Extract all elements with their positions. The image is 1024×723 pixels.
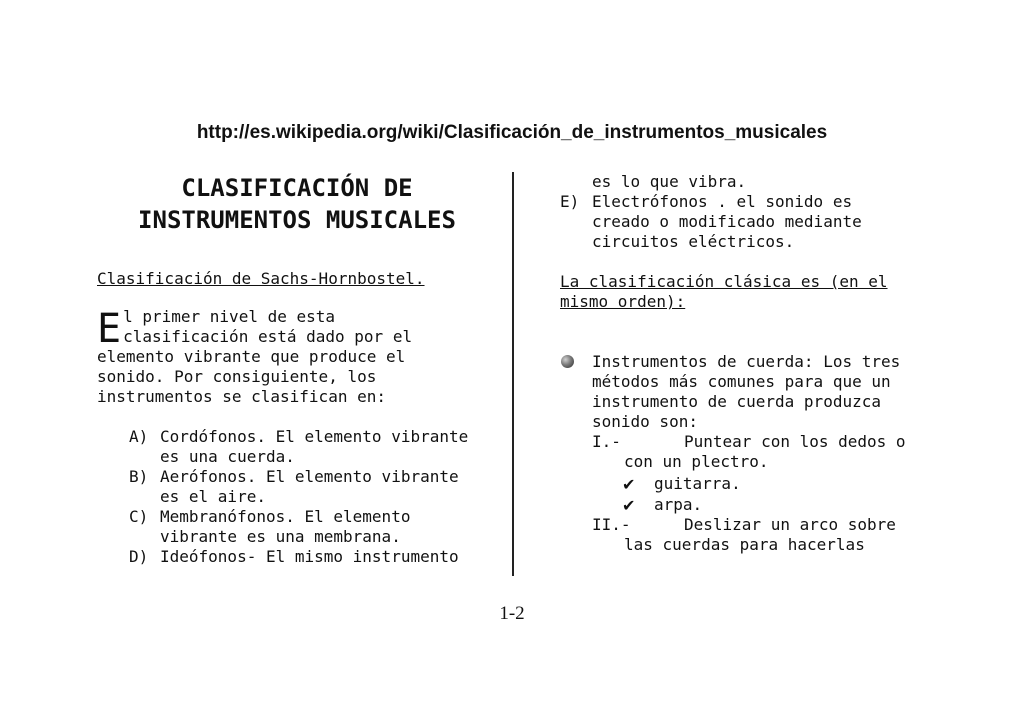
- checkmark-icon: ✔: [622, 496, 636, 515]
- list-marker: E): [560, 192, 580, 211]
- sub-item: [592, 432, 960, 452]
- intro-line: instrumentos se clasifican en:: [97, 387, 386, 406]
- source-url: http://es.wikipedia.org/wiki/Clasificación_de_instrumentos_musicales: [196, 122, 828, 143]
- subheading-line: La clasificación clásica es (en el: [560, 272, 888, 291]
- checkmark-icon: ✔: [622, 475, 636, 494]
- bullet-line: métodos más comunes para que un: [592, 372, 891, 391]
- list-line: Aerófonos. El elemento vibrante: [160, 467, 459, 486]
- page-title: [97, 172, 497, 236]
- title-line-2: INSTRUMENTOS MUSICALES: [138, 206, 456, 234]
- list-item: [97, 427, 497, 467]
- list-line: Membranófonos. El elemento: [160, 507, 411, 526]
- check-item: [592, 495, 960, 515]
- list-marker: A): [129, 427, 149, 446]
- list-marker: B): [129, 467, 149, 486]
- page-number: 1-2: [499, 603, 525, 624]
- bullet-line: Instrumentos de cuerda: Los tres: [592, 352, 901, 371]
- list-item: [560, 192, 960, 252]
- intro-line: sonido. Por consiguiente, los: [97, 367, 377, 386]
- classification-list: [97, 427, 497, 567]
- list-line: circuitos eléctricos.: [592, 232, 795, 251]
- sub-item-number: II.-: [592, 515, 631, 534]
- subheading-line: mismo orden):: [560, 292, 686, 311]
- list-line: vibrante es una membrana.: [160, 527, 401, 546]
- list-line: creado o modificado mediante: [592, 212, 862, 231]
- intro-paragraph: [97, 307, 497, 407]
- intro-line: clasificación está dado por el: [123, 327, 413, 346]
- sub-item-text: Deslizar un arco sobre: [684, 515, 896, 534]
- list-item: [97, 547, 497, 567]
- intro-line: elemento vibrante que produce el: [97, 347, 406, 366]
- list-line: es una cuerda.: [160, 447, 295, 466]
- sub-item-number: I.-: [592, 432, 621, 451]
- list-marker: C): [129, 507, 149, 526]
- sphere-bullet-icon: [561, 355, 574, 368]
- section-subheading: Clasificación de Sachs-Hornbostel.: [97, 269, 425, 288]
- left-column: [97, 172, 497, 567]
- sub-item-continuation: con un plectro.: [624, 452, 769, 471]
- list-line: Electrófonos . el sonido es: [592, 192, 853, 211]
- list-item: [97, 507, 497, 547]
- sub-item-continuation: las cuerdas para hacerlas: [624, 535, 865, 554]
- continuation-line: es lo que vibra.: [592, 172, 747, 191]
- check-item: [592, 474, 960, 494]
- bullet-item: [560, 352, 960, 555]
- check-item-text: arpa.: [654, 495, 703, 514]
- column-divider: [512, 172, 514, 576]
- list-line: Cordófonos. El elemento vibrante: [160, 427, 469, 446]
- sub-item: [592, 515, 960, 535]
- bullet-line: instrumento de cuerda produzca: [592, 392, 881, 411]
- list-marker: D): [129, 547, 149, 566]
- list-line: es el aire.: [160, 487, 266, 506]
- right-column: [560, 172, 960, 555]
- section-subheading: [560, 272, 960, 312]
- check-item-text: guitarra.: [654, 474, 741, 493]
- bullet-line: sonido son:: [592, 412, 698, 431]
- list-item: [97, 467, 497, 507]
- title-line-1: CLASIFICACIÓN DE: [181, 174, 413, 202]
- intro-line: l primer nivel de esta: [123, 307, 336, 326]
- list-line: Ideófonos- El mismo instrumento: [160, 547, 459, 566]
- sub-item-text: Puntear con los dedos o: [684, 432, 906, 451]
- drop-cap: E: [97, 306, 122, 352]
